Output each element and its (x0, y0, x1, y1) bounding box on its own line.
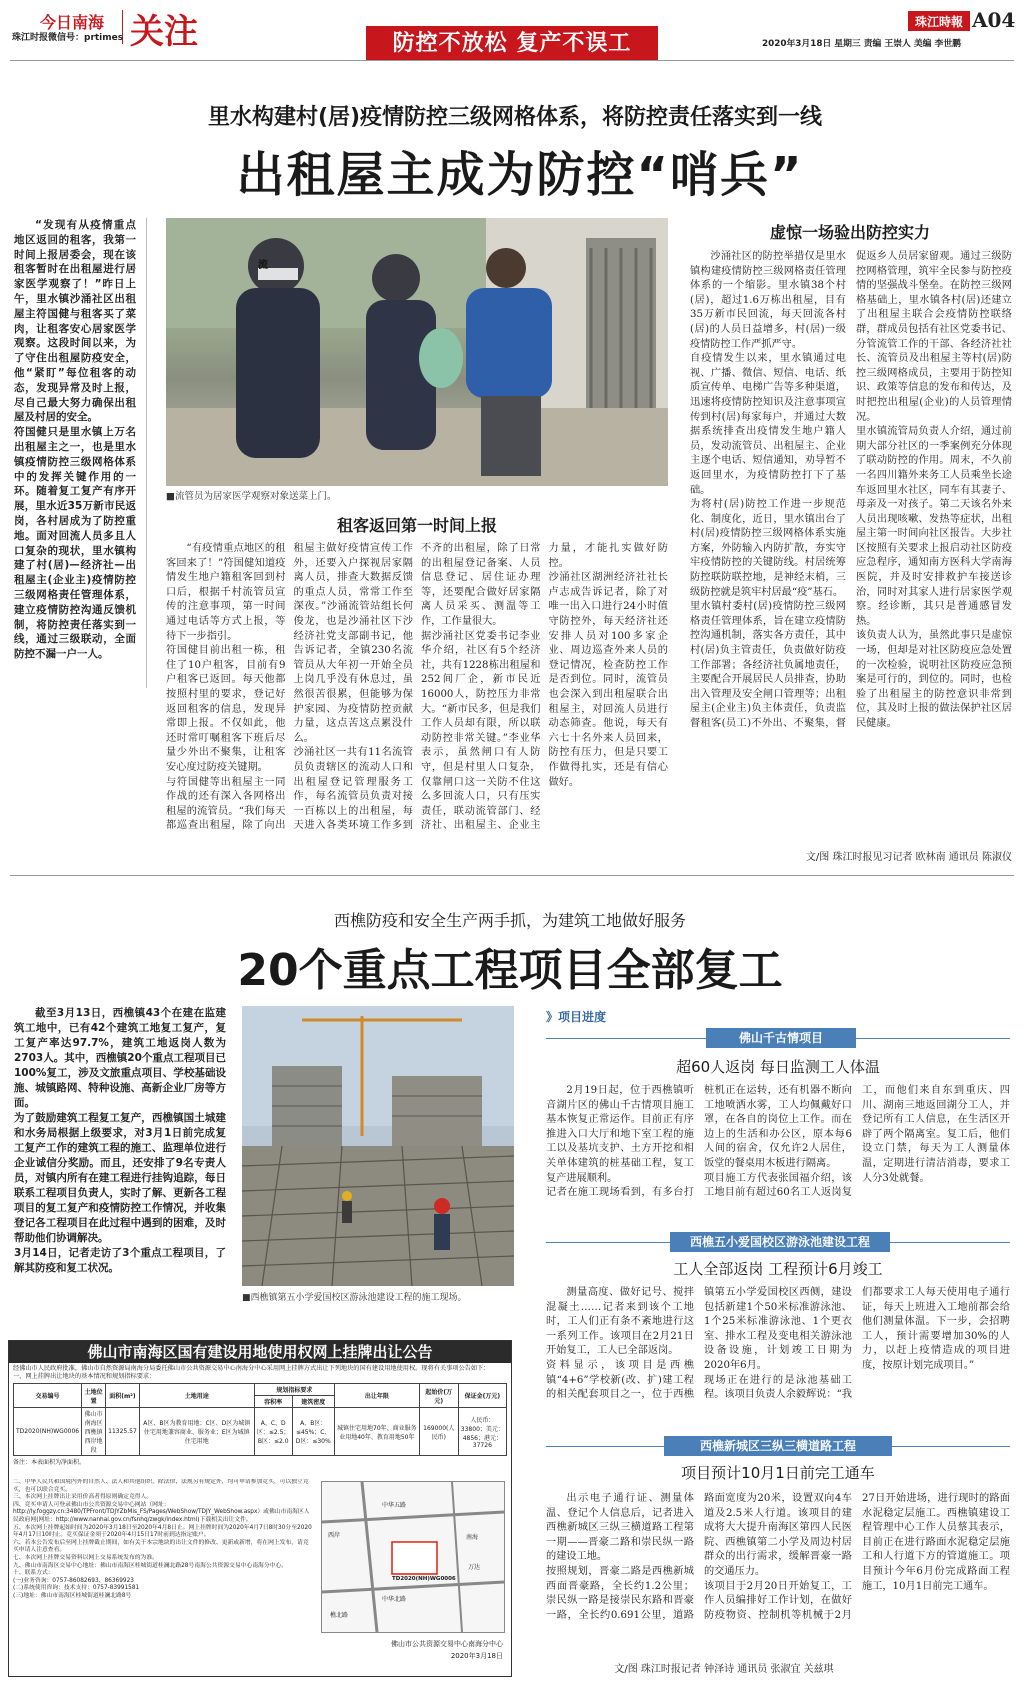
story-divider (10, 875, 1014, 876)
td-code: TD2020(NH)WG0006 (14, 1408, 82, 1456)
story2-lead-text: 截至3月13日，西樵镇43个在建在监建筑工地中，已有42个建筑工地复工复产，复工复产率达97.7%，建筑工地返岗人数为2703人。其中，西樵镇20个重点工程项目已100%复工，涉及文旅重点项目、学校基础设施、城镇路网、特种设施、高新企业厂房等方面。 为了鼓励建筑工程复工复产，西樵镇国土城建和水务局根据上级要求，对3月1日前完成复工复产工作的建筑工程的施工、监理单位进行企业诚信分奖励。而且，还安排了9名专责人员，对镇内所有在建工程进行挂钩追踪，每日联系工程项目负责人，实时了解、更新各工程项目的复工复产和疫情防控工作情况，并收集登记各工程项目在此过程中遇到的困难，及时帮助他们协调解决。 3月14日，记者走访了3个重点工程项目，了解其防疫和复工状况。 (14, 1007, 226, 1274)
project-text-2: 测量高度、做好记号、搅拌混凝土……记者来到该个工地时，工人们正有条不紊地进行这一系列工作。该项目在2月21日开始复工，工人已全部返岗。 资料显示，该项目是西樵镇“4+6”学校新(改、扩)建工程的相关配套项目之一，位于西樵镇第五小学爱国校区西侧，建设包括新建1个50米标准游泳池、1个25米标准游泳池、1个更衣室、排水工程及变电相关游泳池设备设施，计划竣工日期为2020年6月。 现场正在进行的是泳池基础工程。该项目负责人余毅辉说：“我们都要求工人每天使用电子通行证，每天上班进入工地前都会给他们测量体温。下一步，会招聘工人，预计需要增加30%的人力，以赶上疫情造成的项目进度，按原计划完成项目。” (546, 1287, 1010, 1401)
story2-photo (242, 1006, 514, 1286)
story2-lead-column (14, 1006, 226, 1306)
story1-subhead-1: 租客返回第一时间上报 (336, 516, 497, 535)
notice-body (13, 1479, 313, 1669)
story1-kicker: 里水构建村(居)疫情防控三级网格体系，将防控责任落实到一线 (207, 105, 823, 130)
th-price: 起始价(万元) (419, 1384, 458, 1408)
th-term: 出让年限 (334, 1384, 419, 1408)
project-title-3: 项目预计10月1日前完工通车 (681, 1464, 875, 1482)
map-label: 樵北路 (330, 1612, 349, 1619)
project-body-2 (546, 1286, 1010, 1420)
story1-photo (166, 218, 668, 486)
th-density: 建筑密度 (292, 1396, 334, 1408)
progress-tag: 》项目进度 (546, 1010, 607, 1024)
page-header (0, 0, 1024, 62)
story2-kicker: 西樵防疫和安全生产两手抓，为建筑工地做好服务 (333, 911, 686, 930)
story2-photo-caption: ■西樵镇第五小学爱国校区游泳池建设工程的施工现场。 (242, 1293, 467, 1303)
td-far: A、C、D区：≤2.5；B区：≤2.0 (254, 1408, 292, 1456)
td-price: 169000(人民币) (419, 1408, 458, 1456)
story2-headline: 20个重点工程项目全部复工 (237, 945, 783, 996)
th-deposit: 保证金(万元) (458, 1384, 506, 1408)
map-label: 中华五路 (382, 1502, 407, 1509)
project-body-1 (546, 1084, 1010, 1212)
th-location: 土地位置 (82, 1384, 106, 1408)
project-band-2: 西樵五小爱国校区游泳池建设工程 (670, 1232, 890, 1252)
story1-lead-column (14, 218, 136, 698)
project-band-3: 西樵新城区三纵三横道路工程 (664, 1436, 892, 1456)
construction-illustration (242, 1006, 514, 1286)
date-line: 2020年3月18日 星期三 责编 王崇人 美编 李世鹏 (762, 39, 961, 49)
td-location: 佛山市南海区西樵镇西岸地段 (82, 1408, 106, 1456)
table-row (14, 1408, 507, 1456)
story1-sub1-body (166, 542, 668, 862)
land-notice (8, 1340, 512, 1677)
photo-illustration (166, 218, 668, 486)
notice-table (13, 1383, 507, 1456)
map-label: 中华北路 (382, 1596, 407, 1603)
notice-footer-org: 佛山市公共资源交易中心南海分中心 (391, 1640, 503, 1648)
page-number: A04 (972, 8, 1016, 32)
td-term: 城镇住宅用地70年、商业服务业用地40年、教育用地50年 (334, 1408, 419, 1456)
map-label: 西岸 (328, 1532, 341, 1539)
map-label: TD2020(NH)WG0006 (392, 1576, 456, 1582)
notice-map (321, 1481, 505, 1633)
td-density: A、B区：≤45%；C、D区：≤30% (292, 1408, 334, 1456)
notice-footer-date: 2020年3月18日 (450, 1652, 503, 1660)
th-far: 容积率 (254, 1396, 292, 1408)
story1-headline: 出租屋主成为防控“哨兵” (236, 147, 804, 203)
masthead-text: 珠江時報 (914, 15, 963, 29)
th-area: 面积(m²) (106, 1384, 140, 1408)
story2-byline: 文/图 珠江时报记者 钟泽诗 通讯员 张淑宜 关兹琪 (614, 1664, 834, 1675)
map-label: 万达 (468, 1564, 481, 1571)
section-title: 关注 (130, 12, 198, 52)
story1-photo-caption: ■流管员为居家医学观察对象送菜上门。 (166, 491, 337, 502)
notice-title: 佛山市南海区国有建设用地使用权网上挂牌出让公告 (9, 1341, 511, 1363)
story1-sub1-text: “有疫情重点地区的租客回来了！”符国健知道疫情发生地户籍租客回到村口后，根据千村流管员宣传的注意事项，第一时间通过电话等方式上报，等待下一步指引。 符国健目前出租一栋，租住了10户租客，目前有9户租客已返回。每天他都按照村里的要求，登记好返回租客的信息，发现异常即上报。不仅如此，他还时常叮嘱租客下班后尽量少外出不聚集，让租客安心度过防疫关键期。 与符国健等出租屋主一同作战的还有深入各网格出租屋的流管员。“我们每天都巡查出租屋，除了向出租屋主做好疫情宣传工作外，还要入户探视居家隔离人员，排查大数据反馈的重点人员，常常工作至深夜。”沙涌流管站组长何俊龙，也是沙涌社区下沙经济社党支部副书记，他告诉记者，全镇230名流管员从大年初一开始全员上岗几乎没有休息过，虽然很苦很累，但能够为保护家园、为疫情防控贡献力量，这点苦这点累没什么。 沙涌社区一共有11名流管员负责辖区的流动人口和出租屋登记管理服务工作，每名流管员负责对接一百栋以上的出租屋，每天进入各类环境工作多到不齐的出租屋，除了日常的出租屋登记备案、人员信息登记、居住证办理等，还要配合做好居家隔离人员采买、测温等工作，工作量很大。 据沙涌社区党委书记李业华介绍，社区有5个经济社，共有1228栋出租屋和252间厂企，新市民近16000人，防控压力非常大。“新市民多，但是我们工作人员却有限，所以联动防控非常关键。”李业华表示，虽然闸口有人防守，但是村里人口复杂，仅靠闸口这一关防不住这么多回流人口，只有压实责任，联动流管部门、经济社、出租屋主、企业主力量，才能扎实做好防控。 沙涌社区湖洲经济社社长卢志成告诉记者，除了对唯一出入口进行24小时值守防控外，每天经济社还安排人员对100多家企业、周边巡查外来人员的登记情况，检查防控工作是否到位。同时，流管员也会深入到出租屋联合出租屋主，对回流人员进行动态筛查。他说，每天有六七十名外来人员回来，防控有压力，但是只要工作做得扎实，还是有信心做好。 (166, 543, 668, 832)
story1-byline: 文/图 珠江时报见习记者 欧林南 通讯员 陈淑仪 (805, 852, 1012, 863)
td-area: 11325.57 (106, 1408, 140, 1456)
slogan-banner (366, 26, 658, 60)
story1-sub2-text: 沙涌社区的防控举措仅是里水镇构建疫情防控三级网格责任管理体系的一个缩影。里水镇38个村(居)，超过1.6万栋出租屋，目有35万新市民回流，每天回流各村(居)的人员日益增多，村(居)一级疫情防控工作严抓严守。 自疫情发生以来，里水镇通过电视、广播、微信、短信、电话、纸质宣传单、电梯广告等多种渠道，迅速将疫情防控知识及注意事项宣传到村(居)每家每户，并通过大数据系统排查出疫情发生地户籍人员，发动流管员、出租屋主、企业主逐个电话、短信通知，劝导暂不返回里水，为疫情防控打下了基础。 为将村(居)防控工作进一步规范化、制度化，近日，里水镇出台了村(居)疫情防控三级网格体系实施方案，外防输入内防扩散，夯实守牢疫情防控的关键防线。村居统筹防控联防联控地，是神经末梢，三级防控就是筑牢村居最“疫”基石。 里水镇村委村(居)疫情防控三级网格责任管理体系，旨在建立疫情防控沟通机制，落实各方责任，其中村(居)负主管责任，负责做好防疫工作部署；各经济社负属地责任，主要配合开展居民人员排查，协助出入管理及安全闸口管理等；出租屋主(企业主)负主体责任，负责监督租客(员工)不外出、不聚集，督促返乡人员居家留观。通过三级防控网格管理，筑牢全民参与防控疫情的坚强战斗堡垒。在防控三级网格基础上，里水镇各村(居)还建立了出租屋主联合会疫情防控联络群，群成员包括有社区党委书记、分管流管工作的干部、各经济社社长、流管员及出租屋主等村(居)防控三级网格成员，主要用于防控知识、政策等信息的发布和传达，及时把控出租屋(企业)的人员管理情况。 里水镇流管局负责人介绍，通过前期大部分社区的一季案例充分体现了联动防控的作用。周末，不久前一名四川籍外来务工人员乘坐长途车返回里水社区，同车有其妻子、母亲及一对孩子。第二天该名外来人员出现咳嗽、发热等症状，出租屋主第一时间向社区报告。大步社区按照有关要求上报启动社区防疫应急程序，通知南方医科大学南海医院，并及时安排救护车接送诊治，同时对其家人进行居家医学观察。经诊断，其只是普通感冒发热。 该负责人认为，虽然此事只是虚惊一场，但却是对社区防疫应急处置的一次检验，说明社区防疫应急预案是可行的，到位的。同时，也检验了出租屋主的防控意识非常到位，其及时上报的做法保护社区居民健康。 (690, 251, 1012, 729)
td-deposit: 人民币：33800；美元：4856；港元：37726 (458, 1408, 506, 1456)
masthead-logo (908, 11, 970, 31)
th-usage: 土地用途 (139, 1384, 254, 1408)
section-label: 今日南海 (40, 13, 105, 32)
notice-body-text: 二、中华人民共和国境内外的自然人、法人和其他组织，除法律、法规另有规定外，均可申请参加竞买，可以独立竞买，也可以联合竞买。 三、本次网上挂牌出让采用价高者得原则确定竞得人。 四、竞买申请人可登录佛山市公共资源交易中心网站（网址：http://ly.foggzy.cn:3480/TPFront/TDJYZbMis_FS/Pages/WebShow/TDJY_WebShow.aspx）或佛山市南海区人民政府网(网址：http://www.nanhai.gov.cn/fsnhq/zwgk/index.html)下载相关出让文件。 五、本次网上挂牌起始时间为2020年3月18日至2020年4月8日止。网上挂牌时间为2020年4月7日8时30分至2020年4月17日10时止。竞买保证金须于2020年4月15日17时前到达指定账户。 六、若本公告发布后至网上挂牌截止期间，如有关于本宗地块的出让文件的修改、更新或新增，将在网上发布，请竞买申请人注意查看。 七、本次网上挂牌交易资料以网上交易系统发布的为准。 九、佛山市南海区交易中心地址：佛山市南海区桂城街道桂澜北路28号南海公共资源交易中心南海分中心。 十、联系方式： (一)业务咨询：0757-86082693、86369923 (二)系统使用咨询：技术支持：0757-83991581 (三)地址：佛山市南海区桂城街道桂澜北路8号 (13, 1479, 312, 1599)
header-rule (10, 60, 1014, 61)
wechat-line: 珠江时报微信号：prtimes (12, 33, 124, 43)
project-text-3: 出示电子通行证、测量体温、登记个人信息后，记者进入西樵新城区三纵三横道路工程第一期——晋豪二路和崇民纵一路的建设工地。 按照规划，晋豪二路是西樵新城西面晋豪路，全长约1.2公里；崇民纵一路是接崇民东路和晋豪一路，全长约0.691公里，道路路面宽度为20米，设置双向4车道及2.5米人行道。该项目的建成将大大提升南海区第四人民医院、西樵镇第二小学及周边村居群众的出行需求，缓解晋豪一路的交通压力。 该项目于2月20日开始复工，工作人员编排好工作计划，在做好防疫物资、控制机等机械于2月27日开始进场，进行现时的路面水泥稳定层施工。西樵镇建设工程管理中心工作人员蔡其表示，目前正在进行路面水泥稳定层施工和人行道下方的管道施工。项目预计今年6月份完成路面工程施工，10月1日前完工通车。 (546, 1493, 1010, 1621)
project-body-3 (546, 1492, 1010, 1642)
td-usage: A区、B区为教育用地；C区、D区为城镇住宅用地兼容商业、服务业；E区为城镇住宅用地 (139, 1408, 254, 1456)
project-title-1: 超60人返岗 每日监测工人体温 (676, 1058, 880, 1076)
th-code: 交易编号 (14, 1384, 82, 1408)
notice-intro: 经佛山市人民政府批准，佛山市自然资源局南海分局委托佛山市公共资源交易中心南海分中心采用网上挂牌方式出让下列地块的国有建设用地使用权。现将有关事项公告如下： 一、网上挂牌出让地块的基本情况和规划指标要求： (13, 1365, 490, 1380)
story1-subhead-2: 虚惊一场验出防控实力 (769, 223, 930, 242)
map-label: 南海 (466, 1534, 479, 1541)
slogan-text: 防控不放松 复产不误工 (392, 30, 632, 56)
story1-lead-text: “发现有从疫情重点地区返回的租客，我第一时间上报居委会，现在该租客暂时在出租屋进行居家医学观察了！”昨日上午，里水镇沙涌社区出租屋主符国健与租客买了菜肉，让租客安心居家医学观察。这段时间以来，为了守住出租屋防疫安全，他“紧盯”每位租客的动态，发现异常及时上报，尽自己最大努力确保出租屋及村居的安全。 符国健只是里水镇上万名出租屋主之一，也是里水镇疫情防控三级网格体系中的发挥关键作用的一环。随着复工复产有序开展，里水近35万新市民返岗，各村居成为了防控重地。面对回流人员多且人口复杂的现状，里水镇构建了村(居)—经济社—出租屋主(企业主)疫情防控三级网格责任管理体系，建立疫情防控沟通反馈机制，将防控责任落实到一线，通过三级联动，全面防控不漏一户一人。 (14, 219, 136, 661)
th-planning: 规划指标要求 (254, 1384, 334, 1396)
story1-sub2-body (690, 250, 1012, 820)
photo-stamp: 流 (258, 260, 268, 271)
map-drawing (322, 1482, 504, 1632)
notice-table-note: 备注：本表面积为净面积。 (13, 1459, 86, 1466)
project-band-1: 佛山千古情项目 (706, 1028, 856, 1048)
project-title-2: 工人全部返岗 工程预计6月竣工 (673, 1260, 883, 1278)
story1-column-rule (146, 218, 147, 688)
project-text-1: 2月19日起，位于西樵镇听音湖片区的佛山千古情项目施工基本恢复正常运作。目前正有序推进入口大厅和地下室工程的施工以及基坑支护、土方开挖和相关单体建筑的桩基础工程，复工复产进展顺利。 记者在施工现场看到，有多台打桩机正在运转，还有机器不断向工地喷洒水雾，工人均佩戴好口罩，在各自的岗位上工作。而在边上的生活和办公区，原本每6人间的宿舍，仅允许2人居住，饭堂的餐桌用木板进行隔离。 项目施工方代表张国福介绍，该工地目前有超过60名工人返岗复工，而他们来自东到重庆、四川、湖南三地返回湖分工人，并登记所有工人信息，在生活区开辟了两个隔离室。复工后，他们设立门禁，每天为工人测量体温，定期进行清洁消毒，要求工人分3处就餐。 (546, 1085, 1010, 1199)
